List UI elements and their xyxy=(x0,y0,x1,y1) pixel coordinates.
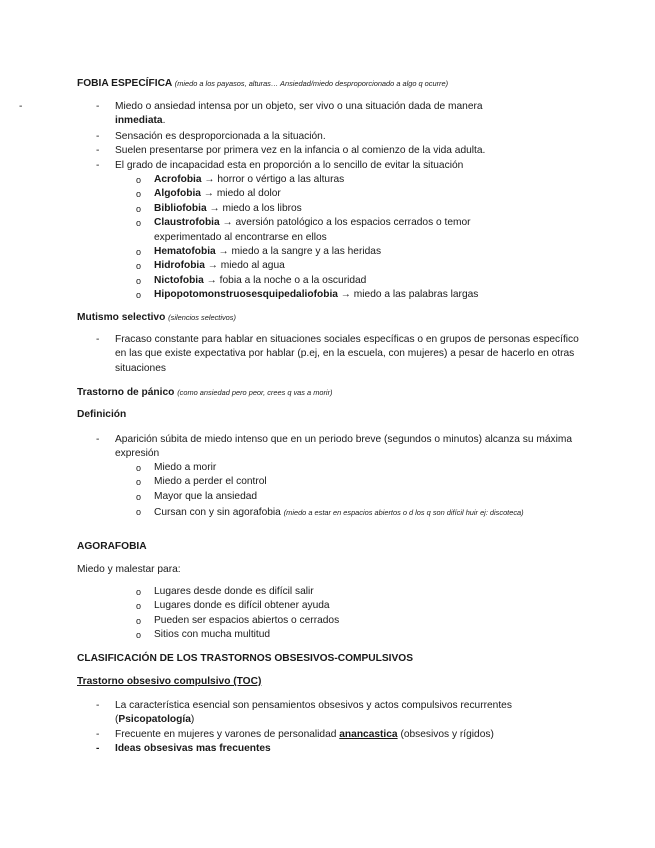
list-item: o Hematofobia → miedo a la sangre y a las heridas xyxy=(136,246,382,258)
mutismo-heading xyxy=(77,311,582,325)
list-item: o Hidrofobia → miedo al agua xyxy=(136,260,285,272)
list-item: - Suelen presentarse por primera vez en la infancia o al comienzo de la vida adulta. xyxy=(96,145,486,157)
list-item: o Nictofobia → fobia a la noche o a la oscuridad xyxy=(136,274,367,286)
list-item: - La característica esencial son pensamientos obsesivos y actos compulsivos recurrentes (Psicopatología) xyxy=(96,700,512,726)
list-item: o Miedo a perder el control xyxy=(136,476,267,488)
panico-section xyxy=(77,386,582,400)
agorafobia-intro xyxy=(77,563,582,577)
fobia-title: FOBIA ESPECÍFICA xyxy=(77,78,172,89)
list-item: o Lugares desde donde es difícil salir xyxy=(136,586,314,597)
list-item: o Cursan con y sin agorafobia (miedo a estar en espacios abiertos o d los q son difícil huir ej: discoteca) xyxy=(136,507,524,519)
fobia-section xyxy=(77,77,582,91)
clasificacion-section xyxy=(77,652,617,666)
list-item: o Mayor que la ansiedad xyxy=(136,490,258,502)
mutismo-note: (silencios selectivos) xyxy=(168,313,236,322)
agorafobia-sublist xyxy=(0,585,600,643)
toc-list xyxy=(0,699,580,757)
mutismo-list: Fracaso constante para hablar en situaciones sociales específicas o en grupos de personas específico en las que existe expectativa por hablar (p.ej, en la escuela, con mujeres) a pesar de hacerlo en otras situaciones - xyxy=(0,333,580,376)
fobia-list-2 xyxy=(0,130,600,173)
list-item: o Hipopotomonstruosesquipedaliofobia → miedo a las palabras largas xyxy=(136,289,479,301)
list-item: - Sensación es desproporcionada a la situación. xyxy=(96,131,326,142)
list-item: - Frecuente en mujeres y varones de personalidad anancastica (obsesivos y rígidos) xyxy=(96,728,494,740)
list-item: o Bibliofobia → miedo a los libros xyxy=(136,202,302,214)
toc-heading: Trastorno obsesivo compulsivo (TOC) xyxy=(77,676,262,687)
list-item: o Sitios con mucha multitud xyxy=(136,629,271,641)
list-item: - El grado de incapacidad esta en proporción a lo sencillo de evitar la situación xyxy=(96,159,464,171)
list-item: o Acrofobia → horror o vértigo a las alturas xyxy=(136,174,345,185)
fobia-sublist xyxy=(0,173,600,303)
panico-heading xyxy=(77,386,582,400)
fobia-heading xyxy=(77,77,582,91)
agorafobia-heading: AGORAFOBIA xyxy=(77,541,147,552)
list-item: o Miedo a morir xyxy=(136,462,217,473)
list-item: o Lugares donde es difícil obtener ayuda xyxy=(136,600,330,612)
list-item: o Pueden ser espacios abiertos o cerrados xyxy=(136,614,340,626)
list-item: - - Miedo o ansiedad intensa por un objeto, ser vivo o una situación dada de manera inmediata. xyxy=(0,100,515,129)
list-item: Aparición súbita de miedo intenso que en un periodo breve (segundos o minutos) alcanza su máxima expresión xyxy=(115,434,573,460)
mutismo-title: Mutismo selectivo xyxy=(77,312,166,323)
agorafobia-intro-text: Miedo y malestar para: xyxy=(77,564,181,575)
list-item: Fracaso constante para hablar en situaciones sociales específicas o en grupos de personas específico en las que existe expectativa por hablar (p.ej, en la escuela, con mujeres) a pesar de hacerlo en otras situaciones xyxy=(115,334,579,374)
list-item: - Ideas obsesivas mas frecuentes xyxy=(96,743,271,755)
agorafobia-section xyxy=(77,540,582,554)
fobia-note: (miedo a los payasos, alturas… Ansiedad/miedo desproporcionado a algo q ocurre) xyxy=(174,79,449,88)
definicion-heading: Definición xyxy=(77,409,127,420)
list-item: o Claustrofobia → aversión patológico a los espacios cerrados o temor experimentado al encontrarse en ellos xyxy=(136,217,471,243)
clasificacion-heading: CLASIFICACIÓN DE LOS TRASTORNOS OBSESIVOS-COMPULSIVOS xyxy=(77,653,414,664)
list-item: o Algofobia → miedo al dolor xyxy=(136,188,281,200)
mutismo-section xyxy=(77,311,582,325)
panico-note: (como ansiedad pero peor, crees q vas a morir) xyxy=(177,388,333,397)
panico-title: Trastorno de pánico xyxy=(77,387,175,398)
definicion-section xyxy=(77,408,582,422)
toc-section xyxy=(77,675,582,689)
fobia-list xyxy=(77,100,557,129)
panico-sublist xyxy=(0,461,600,518)
panico-list: Aparición súbita de miedo intenso que en un periodo breve (segundos o minutos) alcanza su máxima expresión - xyxy=(0,433,575,462)
